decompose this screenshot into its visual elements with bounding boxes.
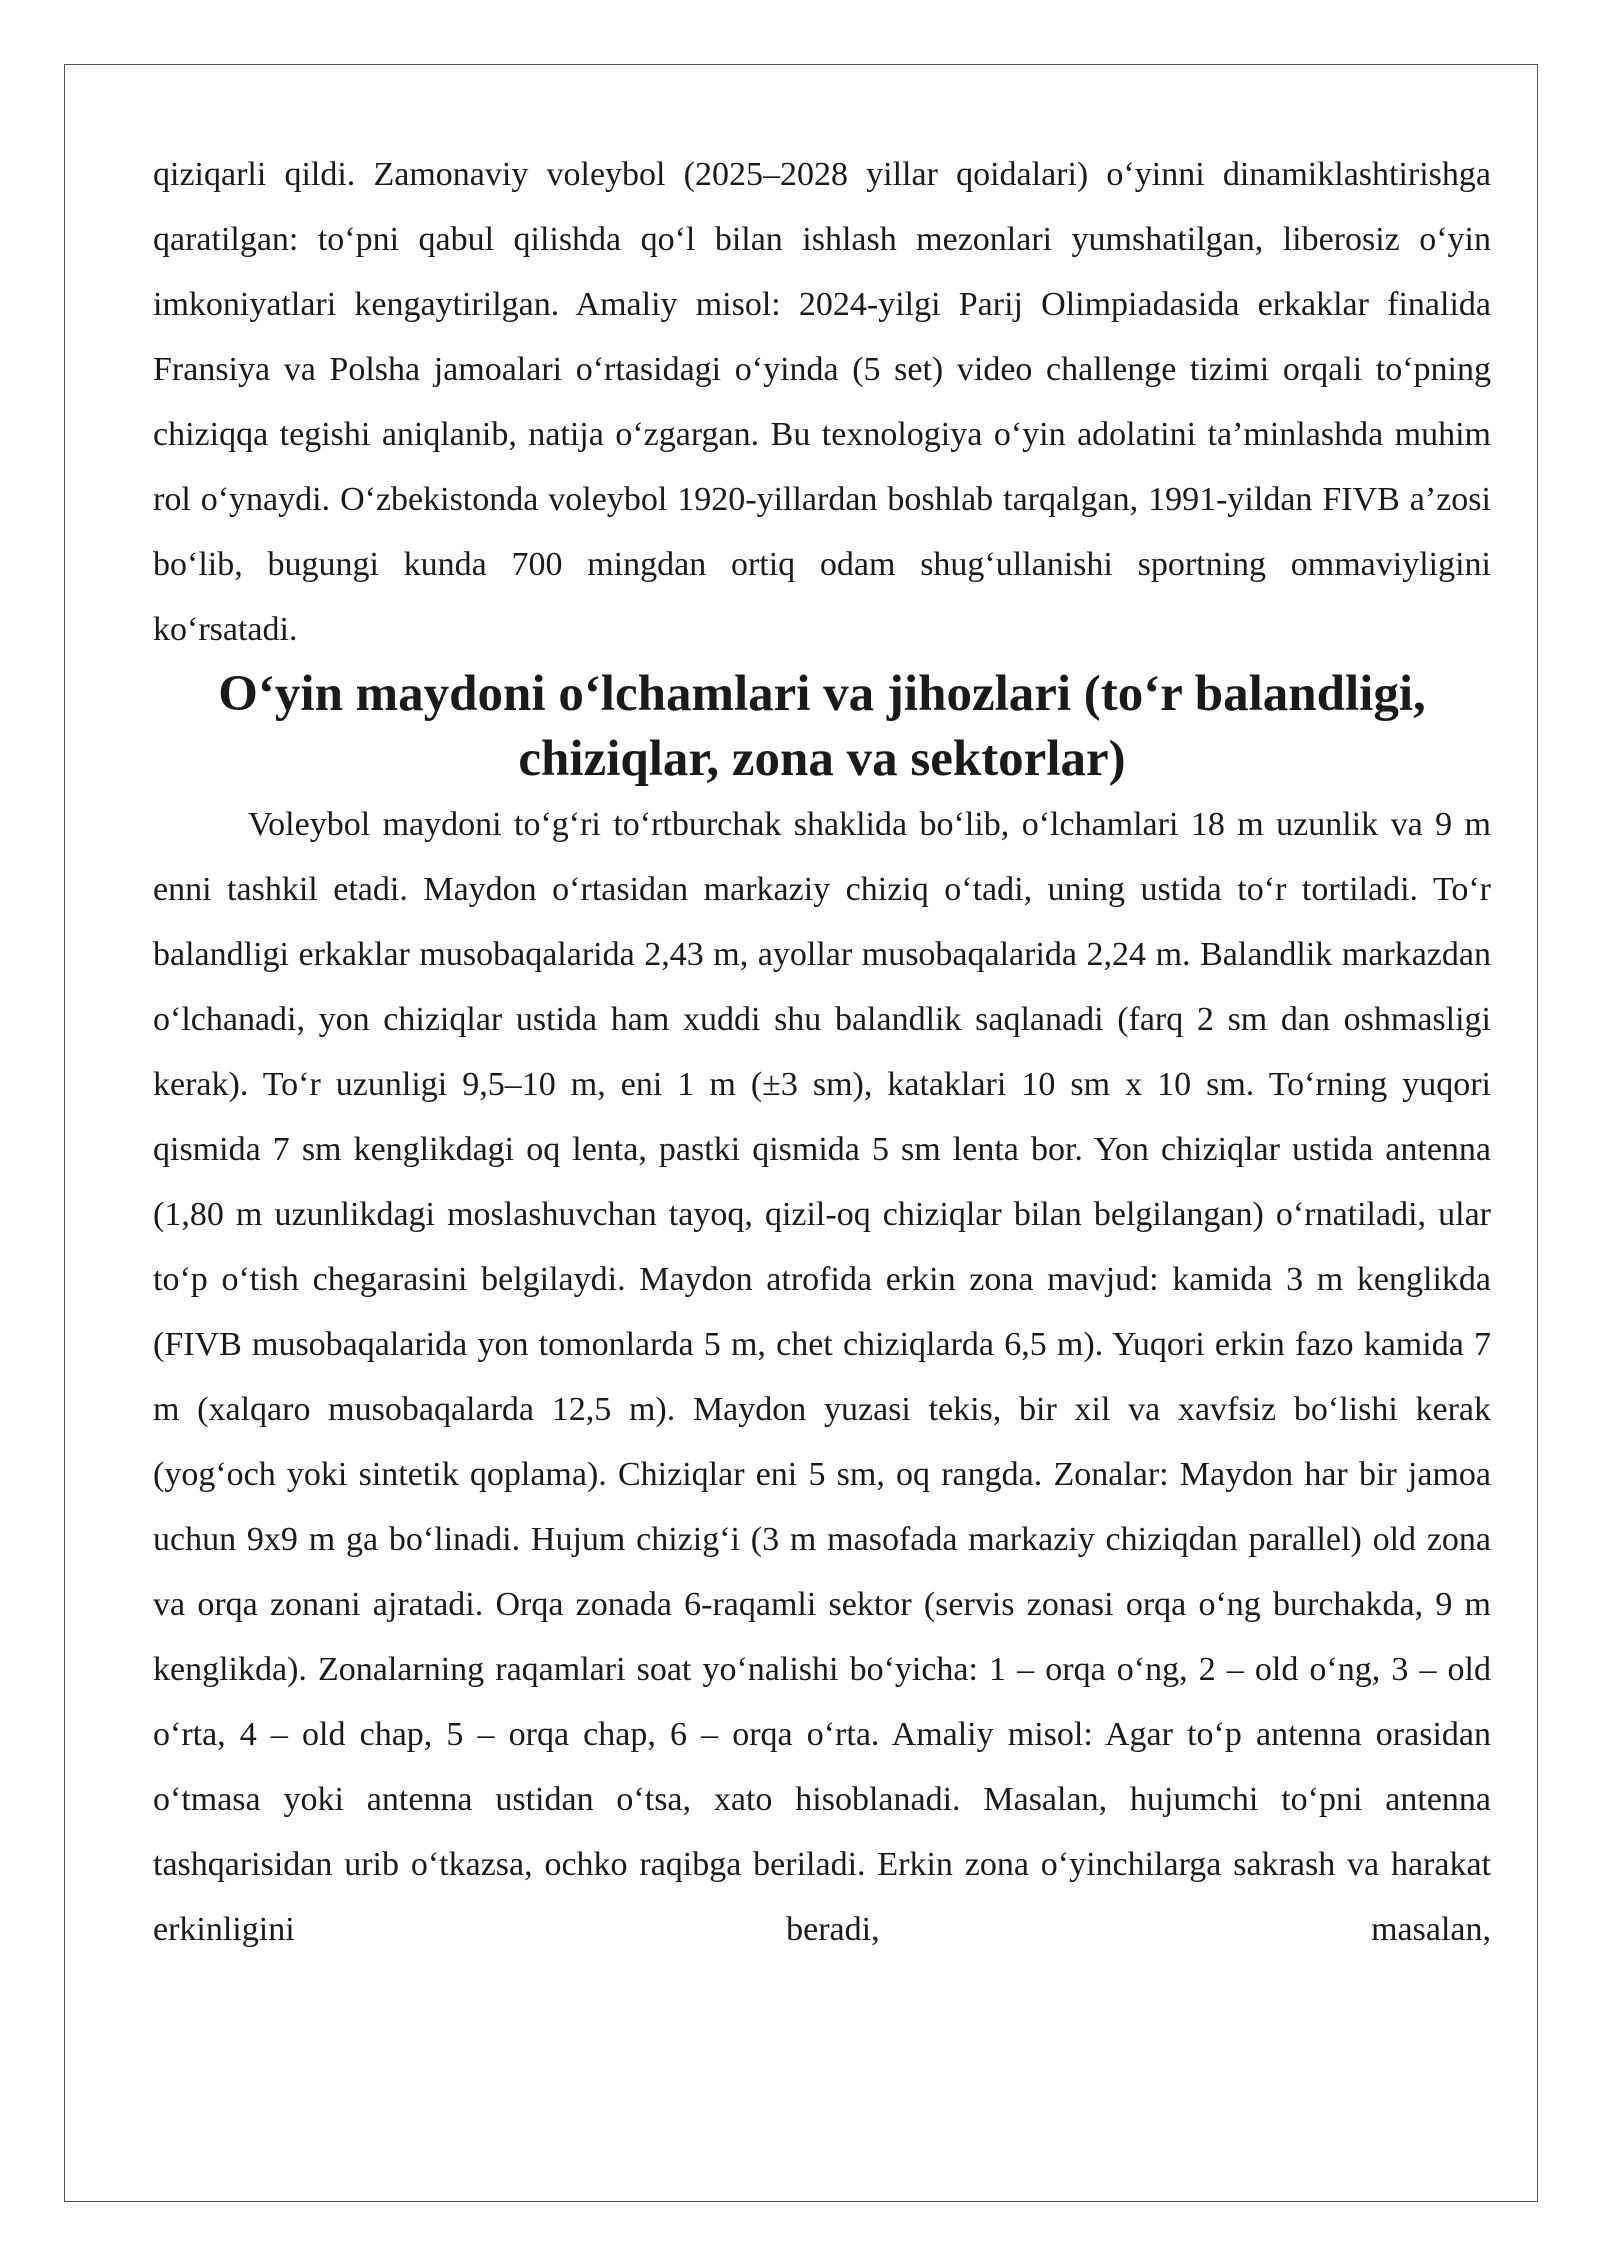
paragraph-court-dimensions: Voleybol maydoni to‘g‘ri to‘rtburchak shaklida bo‘lib, o‘lchamlari 18 m uzunlik va 9 m enni tashkil etadi. Maydon o‘rtasidan markaziy chiziq o‘tadi, uning ustida to‘r tortiladi. To‘r balandligi erkaklar musobaqalarida 2,43 m, ayollar musobaqalarida 2,24 m. Balandlik markazdan o‘lchanadi, yon chiziqlar ustida ham xuddi shu balandlik saqlanadi (farq 2 sm dan oshmasligi kerak). To‘r uzunligi 9,5–10 m, eni 1 m (±3 sm), kataklari 10 sm x 10 sm. To‘rning yuqori qismida 7 sm kenglikdagi oq lenta, pastki qismida 5 sm lenta bor. Yon chiziqlar ustida antenna (1,80 m uzunlikdagi moslashuvchan tayoq, qizil-oq chiziqlar bilan belgilangan) o‘rnatiladi, ular to‘p o‘tish chegarasini belgilaydi. Maydon atrofida erkin zona mavjud: kamida 3 m kenglikda (FIVB musobaqalarida yon tomonlarda 5 m, chet chiziqlarda 6,5 m). Yuqori erkin fazo kamida 7 m (xalqaro musobaqalarda 12,5 m). Maydon yuzasi tekis, bir xil va xavfsiz bo‘lishi kerak (yog‘och yoki sintetik qoplama). Chiziqlar eni 5 sm, oq rangda. Zonalar: Maydon har bir jamoa uchun 9x9 m ga bo‘linadi. Hujum chizig‘i (3 m masofada markaziy chiziqdan parallel) old zona va orqa zonani ajratadi. Orqa zonada 6-raqamli sektor (servis zonasi orqa o‘ng burchakda, 9 m kenglikda). Zonalarning raqamlari soat yo‘nalishi bo‘yicha: 1 – orqa o‘ng, 2 – old o‘ng, 3 – old o‘rta, 4 – old chap, 5 – orqa chap, 6 – orqa o‘rta. Amaliy misol: Agar to‘p antenna orasidan o‘tmasa yoki antenna ustidan o‘tsa, xato hisoblanadi. Masalan, hujumchi to‘pni antenna tashqarisidan urib o‘tkazsa, ochko raqibga beriladi. Erkin zona o‘yinchilarga sakrash va harakat erkinligini beradi, masalan, bbox=[153, 806, 1491, 1948]
document-body bbox=[153, 142, 1491, 1962]
paragraph-intro: qiziqarli qildi. Zamonaviy voleybol (2025–2028 yillar qoidalari) o‘yinni dinamiklashtirishga qaratilgan: to‘pni qabul qilishda qo‘l bilan ishlash mezonlari yumshatilgan, liberosiz o‘yin imkoniyatlari kengaytirilgan. Amaliy misol: 2024-yilgi Parij Olimpiadasida erkaklar finalida Fransiya va Polsha jamoalari o‘rtasidagi o‘yinda (5 set) video challenge tizimi orqali to‘pning chiziqqa tegishi aniqlanib, natija o‘zgargan. Bu texnologiya o‘yin adolatini ta’minlashda muhim rol o‘ynaydi. O‘zbekistonda voleybol 1920-yillardan boshlab tarqalgan, 1991-yildan FIVB a’zosi bo‘lib, bugungi kunda 700 mingdan ortiq odam shug‘ullanishi sportning ommaviyligini ko‘rsatadi. bbox=[153, 156, 1491, 648]
section-heading: O‘yin maydoni o‘lchamlari va jihozlari (to‘r balandligi, chiziqlar, zona va sektorlar) bbox=[218, 666, 1426, 787]
